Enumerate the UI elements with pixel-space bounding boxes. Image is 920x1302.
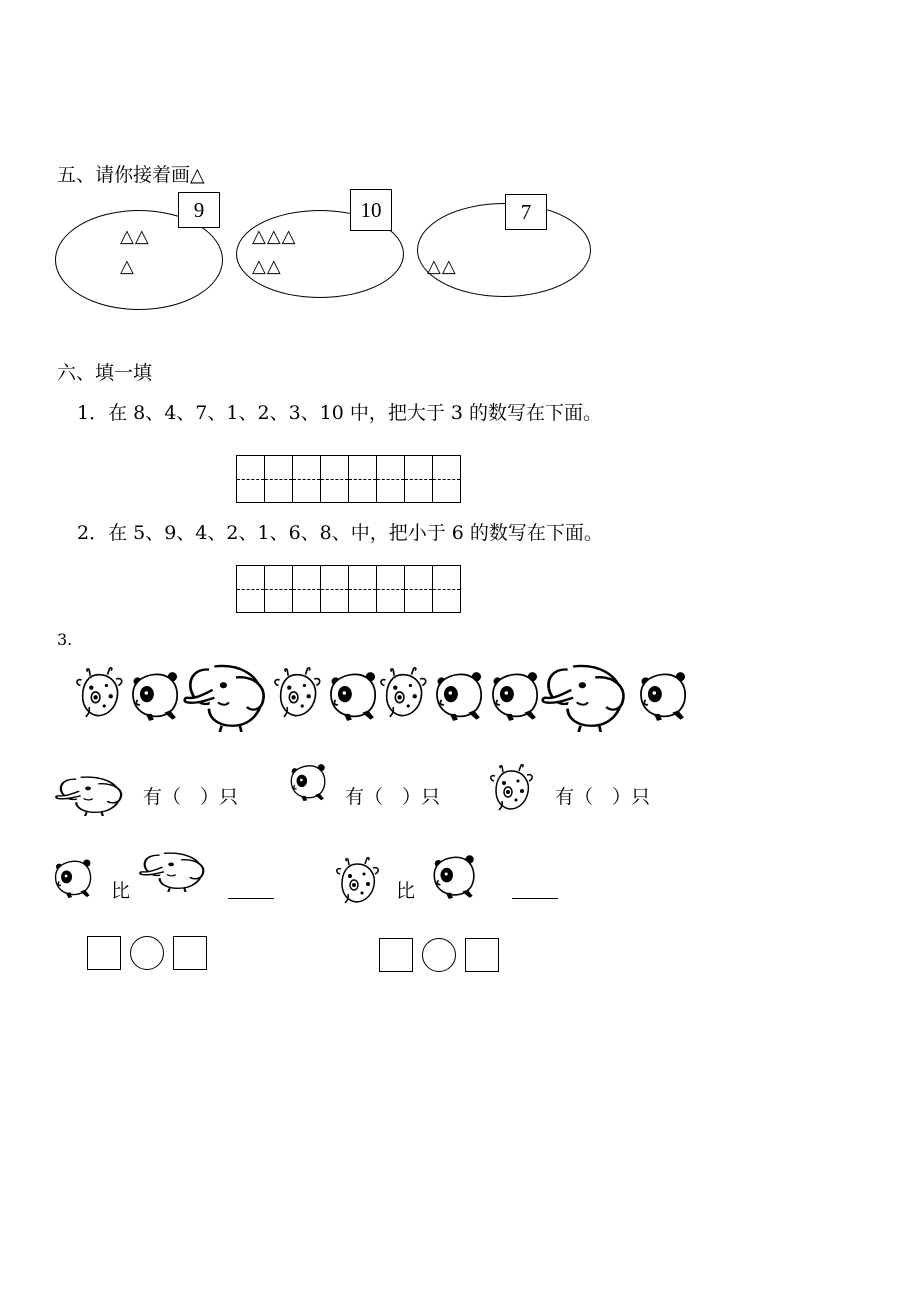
answer-grid-2[interactable] [236,565,461,613]
giraffe-icon [74,654,128,732]
grid-cell[interactable] [433,456,461,502]
number-box-1: 9 [178,192,220,228]
question-1: 1．在 8、4、7、1、2、3、10 中，把大于 3 的数写在下面。 [77,402,603,424]
grid-cell[interactable] [237,566,265,612]
panda-icon [126,654,184,732]
grid-cell[interactable] [349,566,377,612]
grid-cell[interactable] [293,456,321,502]
grid-cell[interactable] [293,566,321,612]
giraffe-icon [488,760,538,816]
triangles-row-2: △ [120,256,135,277]
answer-blank-left[interactable] [228,898,274,899]
oval-group-3 [417,203,591,297]
compare-word-right: 比 [396,880,416,902]
section6-title: 六、填一填 [57,362,153,384]
answer-blank-right[interactable] [512,898,558,899]
panda-icon [286,758,330,802]
operator-circle[interactable] [130,936,164,970]
operator-circle[interactable] [422,938,456,972]
panda-icon [634,654,692,732]
panda-icon [430,654,488,732]
grid-cell[interactable] [405,566,433,612]
elephant-icon [54,770,128,816]
equation-box[interactable] [173,936,207,970]
grid-cell[interactable] [405,456,433,502]
number-box-3: 7 [505,194,547,230]
answer-grid-1[interactable] [236,455,461,503]
elephant-icon [540,654,632,732]
equation-box[interactable] [465,938,499,972]
grid-cell[interactable] [265,456,293,502]
elephant-icon [182,654,272,732]
elephant-count-label: 有（ ）只 [143,786,239,808]
number-box-2: 10 [350,189,392,231]
giraffe-icon [334,852,384,910]
grid-cell[interactable] [321,456,349,502]
grid-cell[interactable] [237,456,265,502]
panda-icon [428,848,480,900]
equation-box[interactable] [379,938,413,972]
grid-cell[interactable] [433,566,461,612]
grid-cell[interactable] [265,566,293,612]
equation-box[interactable] [87,936,121,970]
question-2: 2．在 5、9、4、2、1、6、8、中，把小于 6 的数写在下面。 [77,522,603,544]
grid-cell[interactable] [377,566,405,612]
grid-cell[interactable] [349,456,377,502]
triangles-row-2: △△ [252,256,282,277]
giraffe-count-label: 有（ ）只 [555,786,651,808]
panda-count-label: 有（ ）只 [345,786,441,808]
giraffe-icon [378,654,432,732]
elephant-icon [138,846,210,892]
panda-icon [324,654,382,732]
panda-icon [50,852,96,900]
grid-cell[interactable] [377,456,405,502]
question-3: 3. [57,630,73,649]
triangles-row-1: △△△ [252,226,297,247]
grid-cell[interactable] [321,566,349,612]
giraffe-icon [272,654,326,732]
section5-title: 五、请你接着画△ [57,164,205,186]
triangles-row-1: △△ [120,226,150,247]
panda-icon [486,654,544,732]
triangles-row-2: △△ [427,256,457,277]
compare-word-left: 比 [111,880,131,902]
